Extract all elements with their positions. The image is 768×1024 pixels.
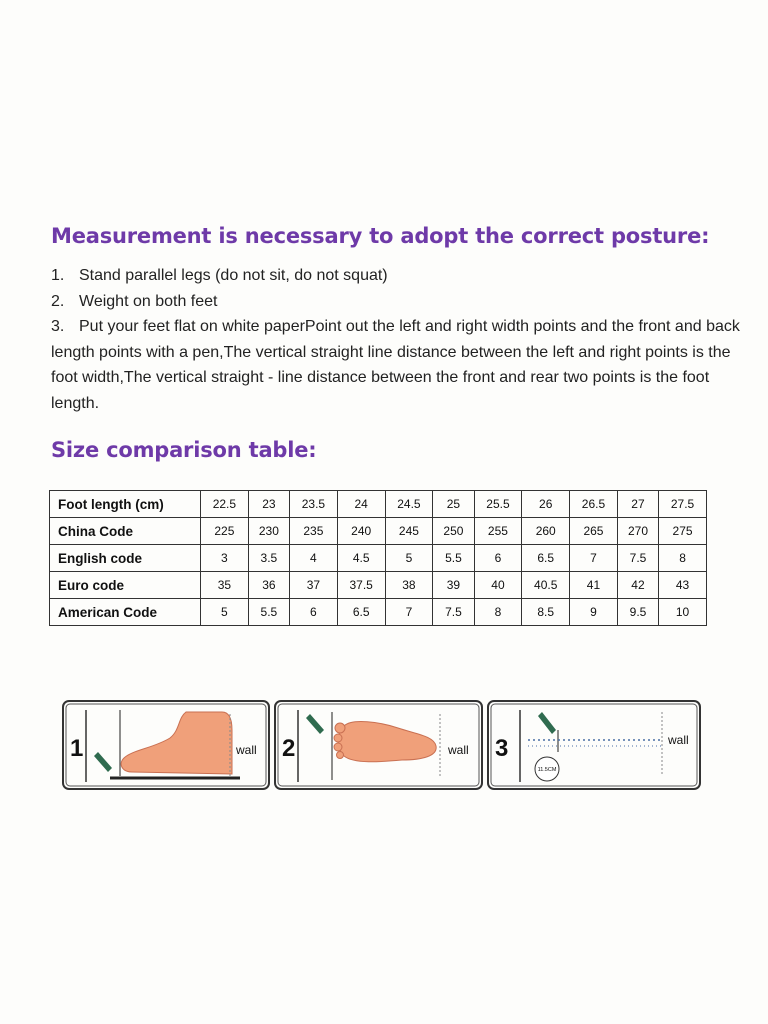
table-cell: 23 xyxy=(248,491,289,518)
wall-label: wall xyxy=(668,733,689,747)
pen-icon xyxy=(306,714,324,734)
toe-icon xyxy=(335,723,345,733)
row-header: English code xyxy=(50,545,201,572)
panel-frame-inner xyxy=(491,704,697,786)
pen-icon xyxy=(538,712,556,734)
table-row xyxy=(50,491,707,518)
table-cell: 7 xyxy=(385,599,433,626)
table-cell: 230 xyxy=(248,518,289,545)
table-cell: 8 xyxy=(659,545,707,572)
table-cell: 41 xyxy=(570,572,618,599)
table-cell: 260 xyxy=(522,518,570,545)
table-cell: 265 xyxy=(570,518,618,545)
table-cell: 40 xyxy=(474,572,522,599)
measurement-steps xyxy=(51,263,751,416)
pen-icon xyxy=(94,752,112,772)
table-cell: 8 xyxy=(474,599,522,626)
measurement-diagram-svg xyxy=(62,700,702,792)
size-comparison-table xyxy=(49,490,707,626)
table-cell: 5.5 xyxy=(433,545,474,572)
table-cell: 9.5 xyxy=(617,599,658,626)
table-cell: 25 xyxy=(433,491,474,518)
table-cell: 5.5 xyxy=(248,599,289,626)
toe-icon xyxy=(334,734,342,742)
table-cell: 26.5 xyxy=(570,491,618,518)
step-text: Put your feet flat on white paperPoint out the left and right width points and the front and back length points with a pen,The vertical straight line distance between the left and right points is the foot width,The vertical straight - line distance between the front and rear two points is the foot length. xyxy=(51,318,740,412)
table-cell: 22.5 xyxy=(201,491,249,518)
panel-number: 1 xyxy=(70,735,84,762)
diagram-panel-3 xyxy=(488,701,700,789)
table-cell: 3 xyxy=(201,545,249,572)
table-cell: 7.5 xyxy=(433,599,474,626)
step-text: Stand parallel legs (do not sit, do not squat) xyxy=(79,267,388,284)
table-cell: 5 xyxy=(385,545,433,572)
diagram-panel-1 xyxy=(63,701,269,789)
size-table-heading: Size comparison table: xyxy=(51,438,317,462)
table-cell: 6.5 xyxy=(337,599,385,626)
toe-icon xyxy=(334,743,342,751)
table-cell: 5 xyxy=(201,599,249,626)
table-cell: 38 xyxy=(385,572,433,599)
table-cell: 6.5 xyxy=(522,545,570,572)
row-header: Euro code xyxy=(50,572,201,599)
table-cell: 23.5 xyxy=(290,491,338,518)
table-row xyxy=(50,545,707,572)
table-cell: 37.5 xyxy=(337,572,385,599)
table-cell: 3.5 xyxy=(248,545,289,572)
step-item xyxy=(51,263,751,289)
table-cell: 225 xyxy=(201,518,249,545)
step-text: Weight on both feet xyxy=(79,292,218,310)
table-cell: 37 xyxy=(290,572,338,599)
table-cell: 27 xyxy=(617,491,658,518)
foot-top-icon xyxy=(338,722,436,762)
table-cell: 10 xyxy=(659,599,707,626)
row-header: China Code xyxy=(50,518,201,545)
diagram-panel-2 xyxy=(275,701,482,789)
step-number: 1. xyxy=(51,267,65,284)
foot-side-icon xyxy=(121,712,232,774)
table-cell: 7.5 xyxy=(617,545,658,572)
table-cell: 245 xyxy=(385,518,433,545)
table-cell: 24.5 xyxy=(385,491,433,518)
table-cell: 250 xyxy=(433,518,474,545)
table-cell: 6 xyxy=(474,545,522,572)
table-cell: 26 xyxy=(522,491,570,518)
table-cell: 8.5 xyxy=(522,599,570,626)
step-item xyxy=(51,314,751,416)
panel-number: 2 xyxy=(282,735,296,762)
step-item xyxy=(51,289,751,315)
table-row xyxy=(50,599,707,626)
table-cell: 27.5 xyxy=(659,491,707,518)
table-cell: 43 xyxy=(659,572,707,599)
table-cell: 9 xyxy=(570,599,618,626)
table-row xyxy=(50,572,707,599)
table-cell: 6 xyxy=(290,599,338,626)
table-cell: 24 xyxy=(337,491,385,518)
table-cell: 42 xyxy=(617,572,658,599)
row-header: Foot length (cm) xyxy=(50,491,201,518)
step-number: 3. xyxy=(51,318,65,335)
table-cell: 4.5 xyxy=(337,545,385,572)
table-cell: 7 xyxy=(570,545,618,572)
toe-icon xyxy=(337,752,344,759)
wall-label: wall xyxy=(236,743,257,757)
measurement-heading: Measurement is necessary to adopt the correct posture: xyxy=(51,224,710,248)
table-cell: 275 xyxy=(659,518,707,545)
table-row xyxy=(50,518,707,545)
measurement-diagram xyxy=(62,700,702,792)
table-cell: 25.5 xyxy=(474,491,522,518)
step-number: 2. xyxy=(51,292,65,310)
row-header: American Code xyxy=(50,599,201,626)
table-cell: 35 xyxy=(201,572,249,599)
table-cell: 235 xyxy=(290,518,338,545)
table-cell: 40.5 xyxy=(522,572,570,599)
table-cell: 270 xyxy=(617,518,658,545)
table-cell: 4 xyxy=(290,545,338,572)
table-cell: 36 xyxy=(248,572,289,599)
wall-label: wall xyxy=(448,743,469,757)
table-cell: 255 xyxy=(474,518,522,545)
size-table-body xyxy=(50,491,707,626)
panel-number: 3 xyxy=(495,735,509,762)
table-cell: 39 xyxy=(433,572,474,599)
table-cell: 240 xyxy=(337,518,385,545)
measure-badge-label: 11.5CM xyxy=(537,767,557,773)
